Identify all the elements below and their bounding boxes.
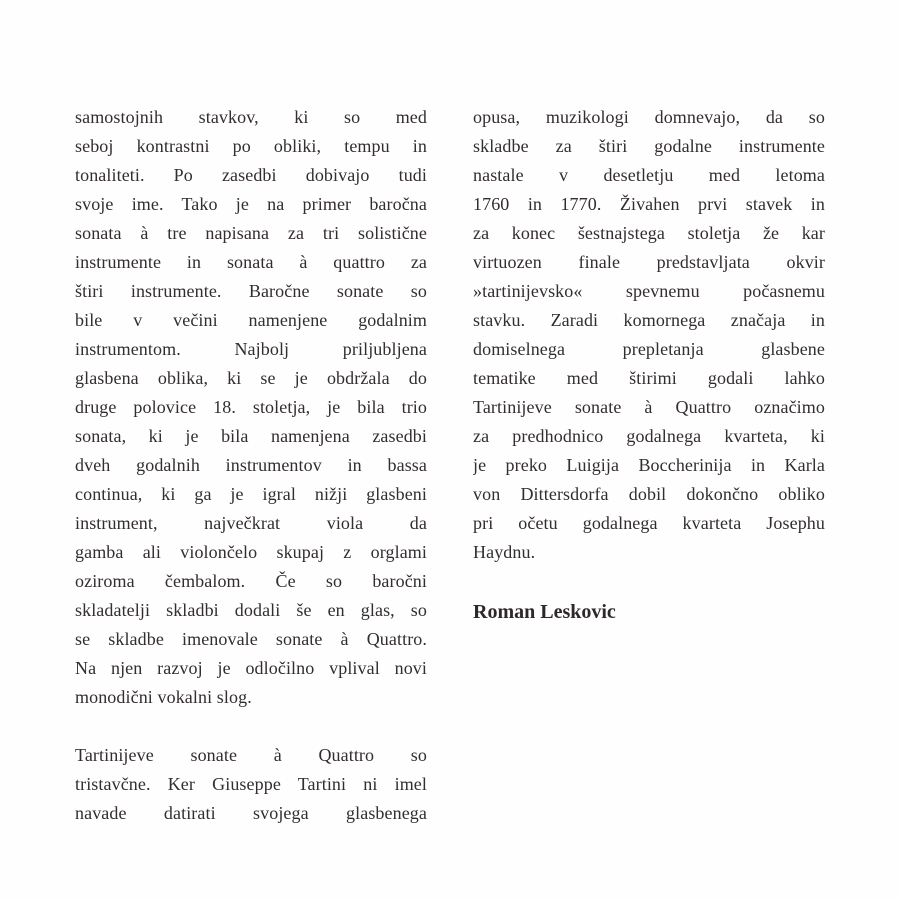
text-line: štiri instrumente. Baročne sonate so bbox=[75, 281, 427, 301]
paragraph bbox=[75, 741, 427, 828]
text-line: Haydnu. bbox=[473, 542, 536, 562]
text-line: nastale v desetletju med letoma bbox=[473, 165, 825, 185]
text-line: sonata, ki je bila namenjena zasedbi bbox=[75, 426, 427, 446]
text-line: je preko Luigija Boccherinija in Karla bbox=[473, 455, 825, 475]
text-line: za konec šestnajstega stoletja že kar bbox=[473, 223, 825, 243]
text-line: samostojnih stavkov, ki so med bbox=[75, 107, 427, 127]
right-text-column bbox=[473, 103, 825, 627]
text-line: opusa, muzikologi domnevajo, da so bbox=[473, 107, 825, 127]
text-line: tematike med štirimi godali lahko bbox=[473, 368, 825, 388]
text-line: tristavčne. Ker Giuseppe Tartini ni imel bbox=[75, 774, 427, 794]
author-byline: Roman Leskovic bbox=[473, 601, 616, 623]
text-line: 1760 in 1770. Živahen prvi stavek in bbox=[473, 194, 825, 214]
text-line: domiselnega prepletanja glasbene bbox=[473, 339, 825, 359]
text-line: instrumentom. Najbolj priljubljena bbox=[75, 339, 427, 359]
text-line: monodični vokalni slog. bbox=[75, 687, 252, 707]
text-line: Na njen razvoj je odločilno vplival novi bbox=[75, 658, 427, 678]
text-line: continua, ki ga je igral nižji glasbeni bbox=[75, 484, 427, 504]
text-line: skladatelji skladbi dodali še en glas, so bbox=[75, 600, 427, 620]
text-line: Tartinijeve sonate à Quattro označimo bbox=[473, 397, 825, 417]
text-line: pri očetu godalnega kvarteta Josephu bbox=[473, 513, 825, 533]
text-line: za predhodnico godalnega kvarteta, ki bbox=[473, 426, 825, 446]
text-line: gamba ali violončelo skupaj z orglami bbox=[75, 542, 427, 562]
text-line: druge polovice 18. stoletja, je bila trio bbox=[75, 397, 427, 417]
text-line: svoje ime. Tako je na primer baročna bbox=[75, 194, 427, 214]
text-line: glasbena oblika, ki se je obdržala do bbox=[75, 368, 427, 388]
left-text-column bbox=[75, 103, 427, 828]
text-line: instrument, največkrat viola da bbox=[75, 513, 427, 533]
text-line: sonata à tre napisana za tri solistične bbox=[75, 223, 427, 243]
text-line: von Dittersdorfa dobil dokončno obliko bbox=[473, 484, 825, 504]
text-line: »tartinijevsko« spevnemu počasnemu bbox=[473, 281, 825, 301]
paragraph bbox=[75, 103, 427, 712]
text-line: navade datirati svojega glasbenega bbox=[75, 803, 427, 823]
text-line: seboj kontrastni po obliki, tempu in bbox=[75, 136, 427, 156]
text-line: oziroma čembalom. Če so baročni bbox=[75, 571, 427, 591]
text-line: virtuozen finale predstavljata okvir bbox=[473, 252, 825, 272]
text-line: tonaliteti. Po zasedbi dobivajo tudi bbox=[75, 165, 427, 185]
text-line: skladbe za štiri godalne instrumente bbox=[473, 136, 825, 156]
text-line: se skladbe imenovale sonate à Quattro. bbox=[75, 629, 427, 649]
text-line: bile v večini namenjene godalnim bbox=[75, 310, 427, 330]
text-line: dveh godalnih instrumentov in bassa bbox=[75, 455, 427, 475]
paragraph bbox=[473, 103, 825, 567]
text-line: Tartinijeve sonate à Quattro so bbox=[75, 745, 427, 765]
text-line: stavku. Zaradi komornega značaja in bbox=[473, 310, 825, 330]
text-line: instrumente in sonata à quattro za bbox=[75, 252, 427, 272]
